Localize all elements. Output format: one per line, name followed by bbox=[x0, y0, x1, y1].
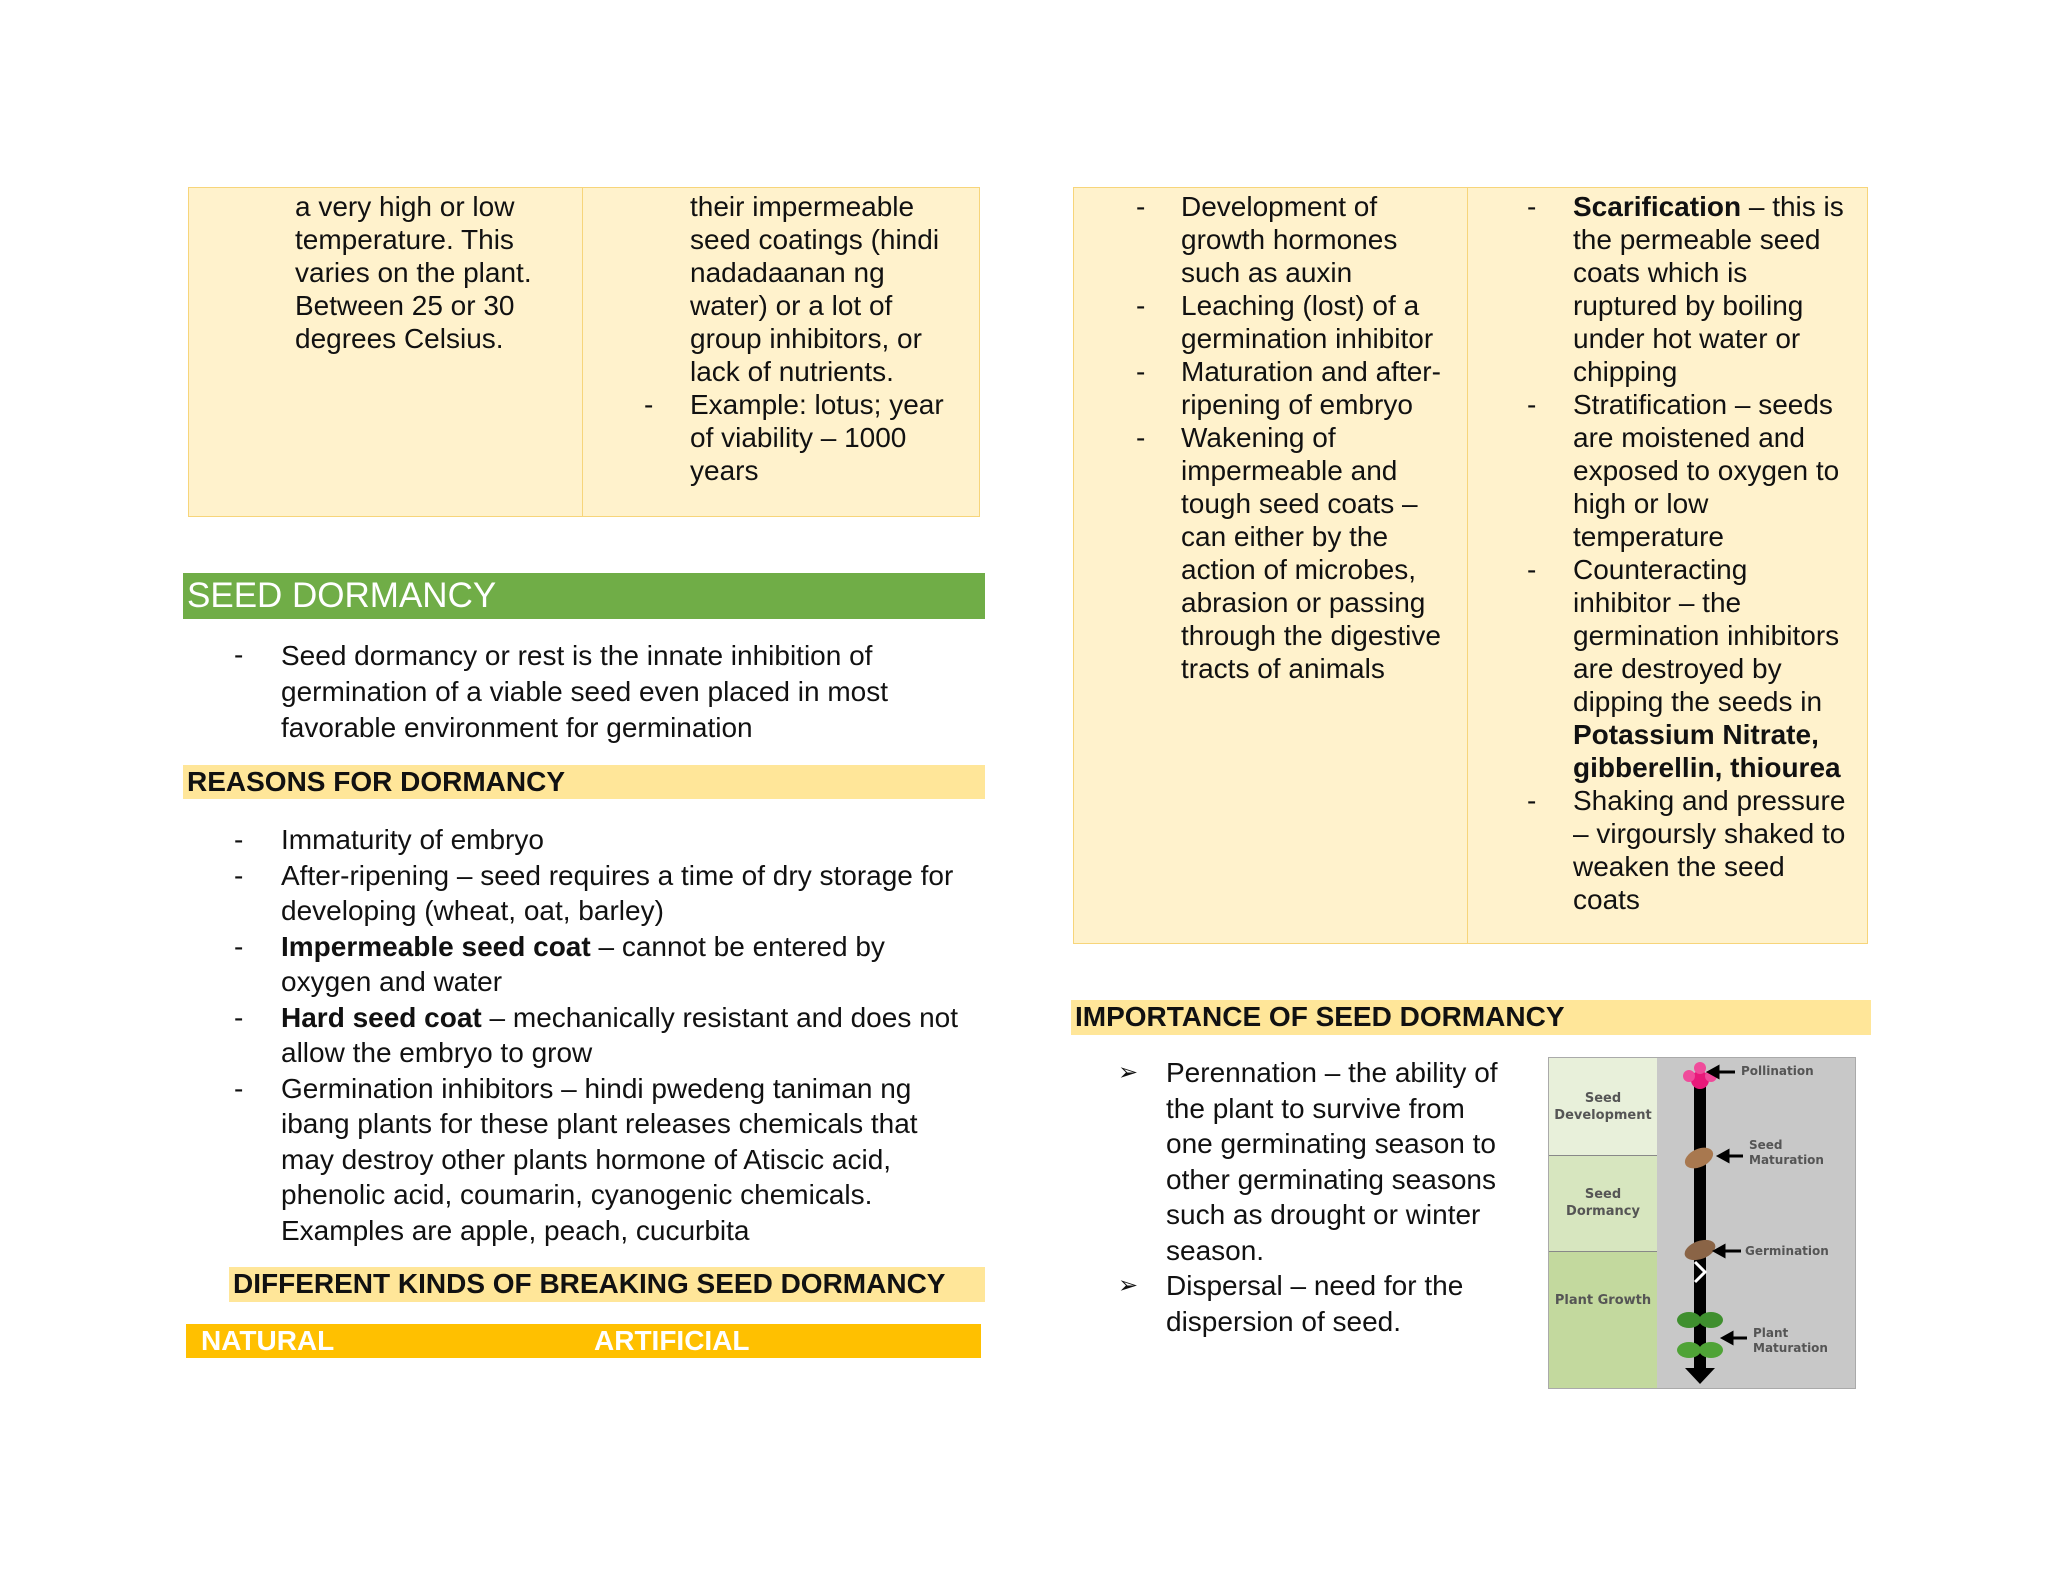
text-line bbox=[1573, 190, 1845, 223]
column-header-artificial: ARTIFICIAL bbox=[594, 1325, 750, 1356]
figure-label-pollination: Pollination bbox=[1741, 1064, 1814, 1078]
bullet-dash: - bbox=[644, 389, 654, 420]
bullet-dash: - bbox=[234, 824, 244, 855]
text-line: After-ripening – seed requires a time of dry storage for bbox=[281, 859, 954, 891]
text-line: under hot water or bbox=[1573, 323, 1801, 354]
flower-icon bbox=[1683, 1062, 1717, 1089]
bold-term: gibberellin, thiourea bbox=[1573, 752, 1841, 783]
section-heading-breaking-dormancy: DIFFERENT KINDS OF BREAKING SEED DORMANCY bbox=[229, 1267, 985, 1302]
text-line: tracts of animals bbox=[1181, 653, 1385, 684]
bold-term: Hard seed coat bbox=[281, 1001, 482, 1033]
text-line: abrasion or passing bbox=[1181, 587, 1426, 618]
text-line: chipping bbox=[1573, 356, 1678, 387]
text-line: allow the embryo to grow bbox=[281, 1037, 593, 1068]
text-line: growth hormones bbox=[1181, 224, 1398, 255]
text-line: such as drought or winter bbox=[1166, 1199, 1481, 1230]
text-line: germination inhibitors bbox=[1573, 620, 1840, 651]
text-line: of viability – 1000 bbox=[690, 422, 907, 453]
text-line: are destroyed by bbox=[1573, 653, 1782, 684]
arrow-bullet-icon: ➢ bbox=[1118, 1058, 1139, 1086]
text-line: impermeable and bbox=[1181, 455, 1398, 486]
table-cell-temperature bbox=[295, 190, 532, 355]
text-line: ibang plants for these plant releases chemicals that bbox=[281, 1108, 918, 1139]
bullet-dash: - bbox=[234, 1072, 244, 1104]
timeline-arrowhead-icon bbox=[1685, 1368, 1715, 1384]
text-line: dispersion of seed. bbox=[1166, 1305, 1402, 1337]
text-line: one germinating season to bbox=[1166, 1128, 1496, 1159]
text-line bbox=[281, 929, 1008, 965]
text-line: Development of bbox=[1181, 191, 1378, 222]
text-line: Shaking and pressure bbox=[1573, 785, 1846, 816]
breaking-dormancy-table bbox=[1073, 187, 1868, 944]
bullet-dash: - bbox=[234, 1001, 244, 1033]
text-line: years bbox=[690, 455, 759, 486]
reasons-list bbox=[188, 822, 1008, 1248]
text-line: Example: lotus; year bbox=[690, 389, 944, 420]
text-line: Immaturity of embryo bbox=[281, 824, 544, 855]
figure-label: Plant Growth bbox=[1554, 1293, 1652, 1308]
term-description: – this is bbox=[1741, 191, 1844, 222]
text-line: lack of nutrients. bbox=[690, 356, 894, 387]
figure-label: Seed Development bbox=[1554, 1091, 1652, 1123]
bullet-dash: - bbox=[234, 930, 244, 962]
text-line: Wakening of bbox=[1181, 422, 1336, 453]
arrow-bullet-icon: ➢ bbox=[1118, 1271, 1139, 1299]
text-line: season. bbox=[1166, 1234, 1265, 1266]
text-line bbox=[281, 1000, 1008, 1036]
bullet-dash: - bbox=[1527, 554, 1537, 585]
text-line: are moistened and bbox=[1573, 422, 1805, 453]
text-line: germination of a viable seed even placed in most bbox=[281, 676, 889, 707]
figure-label-plant-maturation bbox=[1753, 1326, 1833, 1356]
bullet-dash: - bbox=[1527, 785, 1537, 816]
figure-label-seed-maturation bbox=[1749, 1138, 1829, 1168]
bullet-dash: - bbox=[234, 639, 244, 670]
text-line: coats which is bbox=[1573, 257, 1748, 288]
text-line: Between 25 or 30 bbox=[295, 290, 515, 321]
text-line: Perennation – the ability of bbox=[1166, 1057, 1498, 1088]
text-line: Maturation and after- bbox=[1181, 356, 1441, 387]
text-line: temperature. This bbox=[295, 224, 514, 255]
bold-term: Impermeable seed coat bbox=[281, 930, 591, 962]
text-line: Dispersal – need for the bbox=[1166, 1270, 1464, 1301]
table-header-row bbox=[186, 1324, 981, 1358]
text-line: such as auxin bbox=[1181, 257, 1353, 288]
text-line: – virgoursly shaked to bbox=[1573, 818, 1846, 849]
list-item bbox=[188, 858, 1008, 929]
text-line: tough seed coats – bbox=[1181, 488, 1418, 519]
text-line: Germination inhibitors – hindi pwedeng taniman ng bbox=[281, 1072, 912, 1104]
text-line: exposed to oxygen to bbox=[1573, 455, 1840, 486]
bullet-dash: - bbox=[234, 859, 244, 891]
text-line: can either by the bbox=[1181, 521, 1389, 552]
bullet-dash: - bbox=[1527, 191, 1537, 222]
bold-term: Potassium Nitrate, bbox=[1573, 719, 1819, 750]
bullet-dash: - bbox=[1136, 290, 1146, 321]
bold-term: Scarification bbox=[1573, 191, 1742, 222]
text-line: other germinating seasons bbox=[1166, 1163, 1496, 1195]
text-line: Counteracting bbox=[1573, 554, 1748, 585]
text-line: Seed dormancy or rest is the innate inhibition of bbox=[281, 640, 873, 671]
text-line: high or low bbox=[1573, 488, 1709, 519]
text-line: favorable environment for germination bbox=[281, 712, 753, 743]
text-line: weaken the seed bbox=[1573, 851, 1785, 882]
table-divider bbox=[1467, 188, 1468, 943]
text-line: action of microbes, bbox=[1181, 554, 1416, 585]
text-line: degrees Celsius. bbox=[295, 323, 504, 354]
text-line: through the digestive bbox=[1181, 620, 1441, 651]
table-divider bbox=[582, 188, 583, 516]
bullet-dash: - bbox=[1136, 191, 1146, 222]
text-line: a very high or low bbox=[295, 191, 515, 222]
table-cell-impermeable bbox=[690, 190, 944, 487]
text-line: varies on the plant. bbox=[295, 257, 532, 288]
text-line: inhibitor – the bbox=[1573, 587, 1742, 618]
column-header-natural: NATURAL bbox=[201, 1325, 335, 1356]
text-line: Examples are apple, peach, cucurbita bbox=[281, 1214, 750, 1246]
section-heading-importance: IMPORTANCE OF SEED DORMANCY bbox=[1071, 1000, 1871, 1035]
text-line: temperature bbox=[1573, 521, 1724, 552]
figure-label: Plant Maturation bbox=[1753, 1326, 1828, 1355]
definition-list bbox=[188, 638, 988, 746]
list-item bbox=[188, 1071, 1008, 1249]
figure-label-germination: Germination bbox=[1745, 1244, 1829, 1258]
text-line: developing (wheat, oat, barley) bbox=[281, 895, 664, 926]
text-line: the permeable seed bbox=[1573, 224, 1821, 255]
text-line: ruptured by boiling bbox=[1573, 290, 1804, 321]
text-line bbox=[1573, 751, 1845, 784]
term-description: – cannot be entered by bbox=[590, 930, 885, 962]
bullet-dash: - bbox=[1136, 356, 1146, 387]
section-heading-reasons: REASONS FOR DORMANCY bbox=[183, 765, 985, 799]
figure-label: Seed Dormancy bbox=[1566, 1187, 1640, 1219]
text-line: may destroy other plants hormone of Atiscic acid, bbox=[281, 1143, 892, 1175]
text-line: oxygen and water bbox=[281, 966, 503, 997]
text-line: water) or a lot of bbox=[690, 290, 893, 321]
text-line: nadadaanan ng bbox=[690, 257, 885, 288]
text-line: seed coatings (hindi bbox=[690, 224, 940, 255]
text-line: dipping the seeds in bbox=[1573, 686, 1823, 717]
bullet-dash: - bbox=[1136, 422, 1146, 453]
text-line: coats bbox=[1573, 884, 1640, 915]
text-line: group inhibitors, or bbox=[690, 323, 922, 354]
list-item bbox=[188, 929, 1008, 1000]
stage-arrow-icons bbox=[1709, 1067, 1747, 1343]
list-item bbox=[188, 822, 1008, 858]
bullet-dash: - bbox=[1527, 389, 1537, 420]
continued-table-left bbox=[188, 187, 980, 517]
text-line: ripening of embryo bbox=[1181, 389, 1413, 420]
text-line: phenolic acid, coumarin, cyanogenic chemicals. bbox=[281, 1179, 873, 1210]
text-line: germination inhibitor bbox=[1181, 323, 1434, 354]
section-heading-seed-dormancy: SEED DORMANCY bbox=[183, 573, 985, 619]
term-description: – mechanically resistant and does not bbox=[481, 1001, 959, 1033]
list-item bbox=[188, 638, 988, 746]
text-line: their impermeable bbox=[690, 191, 915, 222]
seed-lifecycle-figure bbox=[1548, 1057, 1856, 1389]
text-line bbox=[1573, 718, 1845, 751]
figure-label: Seed Maturation bbox=[1749, 1138, 1824, 1167]
text-line: Leaching (lost) of a bbox=[1181, 290, 1420, 321]
text-line: the plant to survive from bbox=[1166, 1092, 1465, 1124]
list-item bbox=[188, 1000, 1008, 1071]
text-line: Stratification – seeds bbox=[1573, 389, 1833, 420]
